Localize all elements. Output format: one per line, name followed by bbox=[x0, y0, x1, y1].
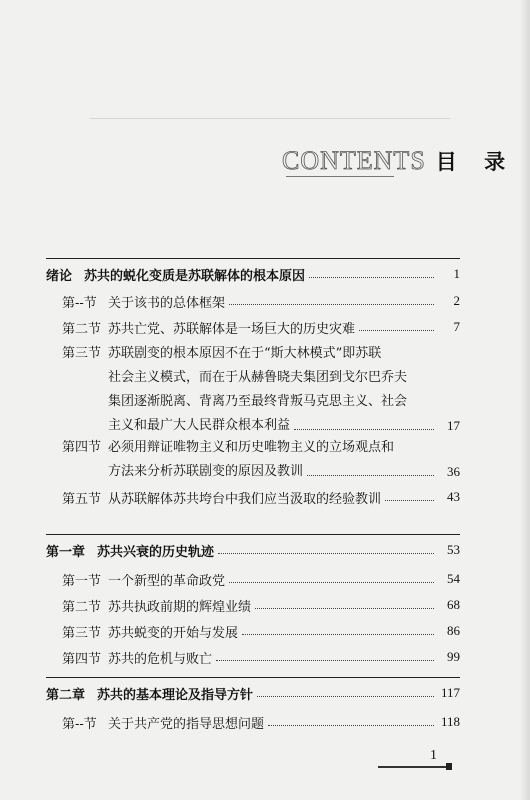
section-page-number: 118 bbox=[440, 714, 460, 729]
section-label: 第二节 bbox=[62, 321, 102, 337]
chapter-label: 第二章 bbox=[46, 687, 86, 703]
section-row bbox=[62, 709, 460, 735]
folio-mark bbox=[446, 763, 452, 770]
dot-leader bbox=[309, 277, 434, 278]
toc-section bbox=[62, 484, 460, 510]
dot-leader bbox=[229, 582, 434, 583]
dot-leader bbox=[294, 429, 434, 430]
section-page-number: 86 bbox=[447, 623, 460, 638]
section-label: 第四节 bbox=[62, 440, 102, 455]
section-line bbox=[62, 414, 460, 438]
section-title-line: 主义和最广大人民群众根本利益 bbox=[108, 418, 291, 433]
section-title-line: 苏联剧变的根本原因不在于“斯大林模式”即苏联 bbox=[108, 346, 382, 361]
chapter-page-number: 117 bbox=[440, 685, 460, 700]
toc-title bbox=[282, 146, 515, 176]
chapter-rule bbox=[46, 258, 460, 259]
dot-leader bbox=[229, 304, 434, 305]
toc-section bbox=[62, 342, 460, 438]
section-label: 第四节 bbox=[62, 651, 102, 667]
section-title: 关于共产党的指导思想问题 bbox=[108, 716, 265, 732]
dot-leader bbox=[216, 660, 434, 661]
dot-leader bbox=[359, 330, 434, 331]
chapter-page-number: 1 bbox=[453, 266, 460, 281]
section-row bbox=[62, 566, 460, 592]
toc-chapter bbox=[46, 540, 460, 560]
header-ghost-rule bbox=[90, 118, 450, 119]
section-label: 第三节 bbox=[62, 625, 102, 641]
chapter-title: 苏共兴衰的历史轨迹 bbox=[97, 544, 215, 560]
section-line bbox=[62, 342, 460, 366]
title-underline bbox=[286, 176, 394, 177]
section-page-number: 99 bbox=[447, 649, 460, 664]
chapter-rule bbox=[46, 677, 460, 678]
chapter-label: 第一章 bbox=[46, 544, 86, 560]
section-page-number: 17 bbox=[447, 418, 460, 433]
section-title-line: 方法来分析苏联剧变的原因及教训 bbox=[108, 464, 304, 479]
section-title: 一个新型的革命政党 bbox=[108, 573, 226, 589]
section-page-number: 68 bbox=[447, 597, 460, 612]
section-title-line: 社会主义模式，而在于从赫鲁晓夫集团到戈尔巴乔夫 bbox=[108, 370, 408, 385]
section-line bbox=[62, 436, 460, 460]
section-row bbox=[62, 484, 460, 510]
dot-leader bbox=[385, 500, 434, 501]
dot-leader bbox=[307, 475, 434, 476]
toc-section bbox=[62, 566, 460, 592]
section-line bbox=[62, 366, 460, 390]
dot-leader bbox=[255, 608, 434, 609]
section-title: 关于该书的总体框架 bbox=[108, 295, 226, 311]
chapter-rule bbox=[46, 534, 460, 535]
section-label: 第三节 bbox=[62, 346, 102, 361]
dot-leader bbox=[242, 634, 434, 635]
toc-chapter bbox=[46, 683, 460, 703]
section-row bbox=[62, 592, 460, 618]
section-line bbox=[62, 390, 460, 414]
toc-section bbox=[62, 288, 460, 314]
contents-word: CONTENTS bbox=[282, 146, 426, 175]
section-title: 苏共的危机与败亡 bbox=[108, 651, 213, 667]
section-row bbox=[62, 618, 460, 644]
toc-section bbox=[62, 644, 460, 670]
section-line bbox=[62, 460, 460, 484]
section-label: 第二节 bbox=[62, 599, 102, 615]
section-title: 苏共蜕变的开始与发展 bbox=[108, 625, 239, 641]
section-row bbox=[62, 288, 460, 314]
dot-leader bbox=[268, 725, 434, 726]
toc-chapter bbox=[46, 264, 460, 284]
toc-section bbox=[62, 618, 460, 644]
section-title-line: 集团逐渐脱离、背离乃至最终背叛马克思主义、社会 bbox=[108, 394, 408, 409]
section-page-number: 2 bbox=[453, 293, 460, 308]
section-page-number: 43 bbox=[447, 489, 460, 504]
section-row bbox=[62, 314, 460, 340]
section-page-number: 54 bbox=[447, 571, 460, 586]
section-title-line: 必须用辩证唯物主义和历史唯物主义的立场观点和 bbox=[108, 440, 395, 455]
folio-rule bbox=[378, 766, 446, 768]
section-title: 苏共亡党、苏联解体是一场巨大的历史灾难 bbox=[108, 321, 356, 337]
chapter-title: 苏共的蜕化变质是苏联解体的根本原因 bbox=[84, 268, 306, 284]
toc-section bbox=[62, 436, 460, 484]
section-row bbox=[62, 644, 460, 670]
section-label: 第--节 bbox=[62, 716, 97, 732]
section-label: 第五节 bbox=[62, 491, 102, 507]
page-number: 1 bbox=[430, 748, 437, 763]
toc-section bbox=[62, 592, 460, 618]
section-label: 第一节 bbox=[62, 573, 102, 589]
toc-heading: 目 录 bbox=[435, 149, 516, 174]
toc-section bbox=[62, 314, 460, 340]
section-page-number: 7 bbox=[453, 319, 460, 334]
section-label: 第--节 bbox=[62, 295, 97, 311]
chapter-page-number: 53 bbox=[447, 542, 460, 557]
chapter-label: 绪论 bbox=[46, 268, 73, 284]
dot-leader bbox=[218, 553, 434, 554]
section-title: 苏共执政前期的辉煌业绩 bbox=[108, 599, 252, 615]
binding-shadow bbox=[520, 0, 530, 800]
section-page-number: 36 bbox=[447, 464, 460, 479]
section-title: 从苏联解体苏共垮台中我们应当汲取的经验教训 bbox=[108, 491, 382, 507]
toc-section bbox=[62, 709, 460, 735]
dot-leader bbox=[257, 696, 434, 697]
chapter-title: 苏共的基本理论及指导方针 bbox=[97, 687, 254, 703]
